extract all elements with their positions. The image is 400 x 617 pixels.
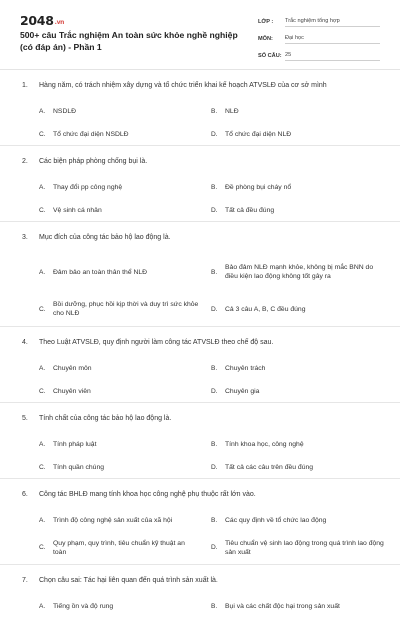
option-text: Các quy định về tổ chức lao động	[225, 516, 327, 524]
option-a[interactable]	[39, 252, 211, 292]
option-letter: C.	[39, 130, 46, 138]
option-d[interactable]	[211, 199, 386, 221]
question-number: 4.	[22, 338, 28, 346]
question-text	[0, 146, 400, 176]
question-7	[0, 565, 400, 617]
question-1	[0, 70, 400, 146]
option-row	[0, 252, 400, 292]
question-text	[0, 565, 400, 595]
option-row	[0, 595, 400, 617]
question-list	[0, 70, 400, 617]
question-prompt: Hàng năm, có trách nhiệm xây dựng và tổ chức triển khai kế hoạch ATVSLĐ của cơ sở mình	[39, 81, 327, 89]
question-text	[0, 479, 400, 509]
option-letter: C.	[39, 463, 46, 471]
question-5	[0, 403, 400, 479]
question-number: 1.	[22, 81, 28, 89]
logo-suffix: .vn	[54, 19, 65, 26]
option-a[interactable]	[39, 176, 211, 199]
page-title: 500+ câu Trắc nghiệm An toàn sức khỏe nghề nghiệp (có đáp án) - Phần 1	[20, 30, 238, 52]
option-row	[0, 123, 400, 145]
option-row	[0, 456, 400, 478]
option-text: Bảo đảm NLĐ mạnh khỏe, không bị mắc BNN do điều kiện lao động không tốt gây ra	[225, 264, 374, 280]
option-letter: A.	[39, 268, 46, 276]
option-c[interactable]	[39, 123, 211, 145]
option-b[interactable]	[211, 252, 386, 292]
option-row	[0, 199, 400, 221]
exam-info	[258, 12, 380, 63]
option-text: Chuyên trách	[225, 365, 266, 372]
option-text: Tính pháp luật	[53, 441, 97, 448]
option-c[interactable]	[39, 456, 211, 478]
option-text: Tiêu chuẩn vệ sinh lao động trong quá trình lao động sản xuất	[225, 539, 384, 556]
option-letter: C.	[39, 206, 46, 214]
question-text	[0, 403, 400, 433]
option-text: Chuyên gia	[225, 387, 260, 395]
option-b[interactable]	[211, 509, 386, 531]
question-number: 2.	[22, 157, 28, 165]
option-letter: C.	[39, 305, 46, 313]
option-text: Quy phạm, quy trình, tiêu chuẩn kỹ thuật an toàn	[53, 539, 185, 556]
question-text	[0, 327, 400, 357]
option-text: Vệ sinh cá nhân	[53, 206, 102, 214]
option-d[interactable]	[211, 292, 386, 326]
question-number: 7.	[22, 576, 28, 584]
option-d[interactable]	[211, 456, 386, 478]
option-row	[0, 380, 400, 402]
question-prompt: Theo Luật ATVSLĐ, quy định người làm công tác ATVSLĐ theo chế độ sau.	[39, 338, 274, 346]
option-text: Đề phòng bụi cháy nổ	[225, 184, 292, 191]
option-a[interactable]	[39, 433, 211, 456]
option-c[interactable]	[39, 199, 211, 221]
info-value: Trắc nghiệm tổng hợp	[285, 14, 380, 27]
option-letter: D.	[211, 387, 218, 395]
option-row	[0, 531, 400, 564]
option-text: Bụi và các chất độc hại trong sản xuất	[225, 602, 340, 610]
info-row-class	[258, 12, 380, 27]
option-a[interactable]	[39, 357, 211, 380]
option-c[interactable]	[39, 531, 211, 564]
option-text: Bồi dưỡng, phục hồi kịp thời và duy trì sức khỏe cho NLĐ	[53, 301, 199, 317]
option-text: Đảm bảo an toàn thân thể NLĐ	[53, 268, 148, 276]
question-number: 6.	[22, 490, 28, 498]
option-d[interactable]	[211, 123, 386, 145]
page-header	[0, 0, 400, 66]
question-prompt: Tính chất của công tác bảo hộ lao động là.	[39, 414, 172, 422]
option-text: NLĐ	[225, 108, 239, 115]
option-text: Cả 3 câu A, B, C đều đúng	[225, 305, 306, 313]
question-text	[0, 222, 400, 252]
option-row	[0, 176, 400, 199]
option-letter: B.	[211, 365, 218, 372]
info-value: 25	[285, 48, 380, 61]
option-a[interactable]	[39, 595, 211, 617]
logo-text: 2048	[20, 13, 54, 28]
question-number: 5.	[22, 414, 28, 422]
option-b[interactable]	[211, 595, 386, 617]
option-letter: C.	[39, 387, 46, 395]
option-letter: B.	[211, 516, 218, 524]
option-text: NSDLĐ	[53, 108, 77, 115]
site-logo[interactable]	[20, 13, 64, 28]
info-key: MÔN:	[258, 36, 273, 42]
option-text: Chuyên viên	[53, 387, 91, 395]
info-value: Đại học	[285, 31, 380, 44]
option-text: Tất cả các câu trên đều đúng	[225, 463, 314, 471]
option-b[interactable]	[211, 433, 386, 456]
question-text	[0, 70, 400, 100]
info-row-subject	[258, 29, 380, 44]
option-text: Tiếng ồn và độ rung	[53, 602, 114, 610]
option-text: Tính khoa học, công nghệ	[225, 441, 304, 448]
option-letter: B.	[211, 602, 218, 610]
question-number: 3.	[22, 233, 28, 241]
option-letter: A.	[39, 184, 46, 191]
option-text: Tất cả đều đúng	[225, 206, 275, 214]
question-2	[0, 146, 400, 222]
option-letter: A.	[39, 108, 46, 115]
question-6	[0, 479, 400, 565]
option-row	[0, 433, 400, 456]
option-letter: D.	[211, 544, 218, 551]
info-row-count	[258, 46, 380, 61]
option-row	[0, 100, 400, 123]
option-letter: B.	[211, 108, 218, 115]
option-letter: B.	[211, 441, 218, 448]
option-letter: D.	[211, 206, 218, 214]
option-letter: A.	[39, 602, 46, 610]
option-letter: A.	[39, 441, 46, 448]
option-letter: C.	[39, 544, 46, 551]
option-text: Chuyên môn	[53, 365, 92, 372]
question-prompt: Công tác BHLĐ mang tính khoa học công nghệ phụ thuộc rất lớn vào.	[39, 490, 256, 498]
option-letter: B.	[211, 268, 218, 276]
option-letter: A.	[39, 516, 46, 524]
question-3	[0, 222, 400, 327]
option-d[interactable]	[211, 531, 386, 564]
question-4	[0, 327, 400, 403]
option-a[interactable]	[39, 509, 211, 531]
option-text: Tổ chức đại diện NLĐ	[225, 130, 292, 138]
question-prompt: Mục đích của công tác bảo hộ lao động là.	[39, 233, 171, 241]
option-text: Tính quần chúng	[53, 463, 105, 471]
info-key: SỐ CÂU:	[258, 53, 282, 59]
option-text: Thay đổi pp công nghệ	[53, 184, 123, 191]
option-row	[0, 292, 400, 326]
option-b[interactable]	[211, 357, 386, 380]
option-b[interactable]	[211, 176, 386, 199]
option-a[interactable]	[39, 100, 211, 123]
option-letter: B.	[211, 184, 218, 191]
option-b[interactable]	[211, 100, 386, 123]
option-letter: D.	[211, 305, 218, 313]
question-prompt: Chọn câu sai: Tác hại liên quan đến quá trình sản xuất là.	[39, 576, 218, 584]
option-letter: A.	[39, 365, 46, 372]
question-prompt: Các biện pháp phòng chống bụi là.	[39, 157, 148, 165]
option-c[interactable]	[39, 380, 211, 402]
option-d[interactable]	[211, 380, 386, 402]
option-row	[0, 509, 400, 531]
option-text: Tổ chức đại diện NSDLĐ	[53, 130, 129, 138]
option-text: Trình độ công nghệ sản xuất của xã hội	[53, 516, 173, 524]
option-letter: D.	[211, 463, 218, 471]
info-key: LỚP :	[258, 19, 274, 25]
option-row	[0, 357, 400, 380]
option-c[interactable]	[39, 292, 211, 326]
option-letter: D.	[211, 130, 218, 138]
